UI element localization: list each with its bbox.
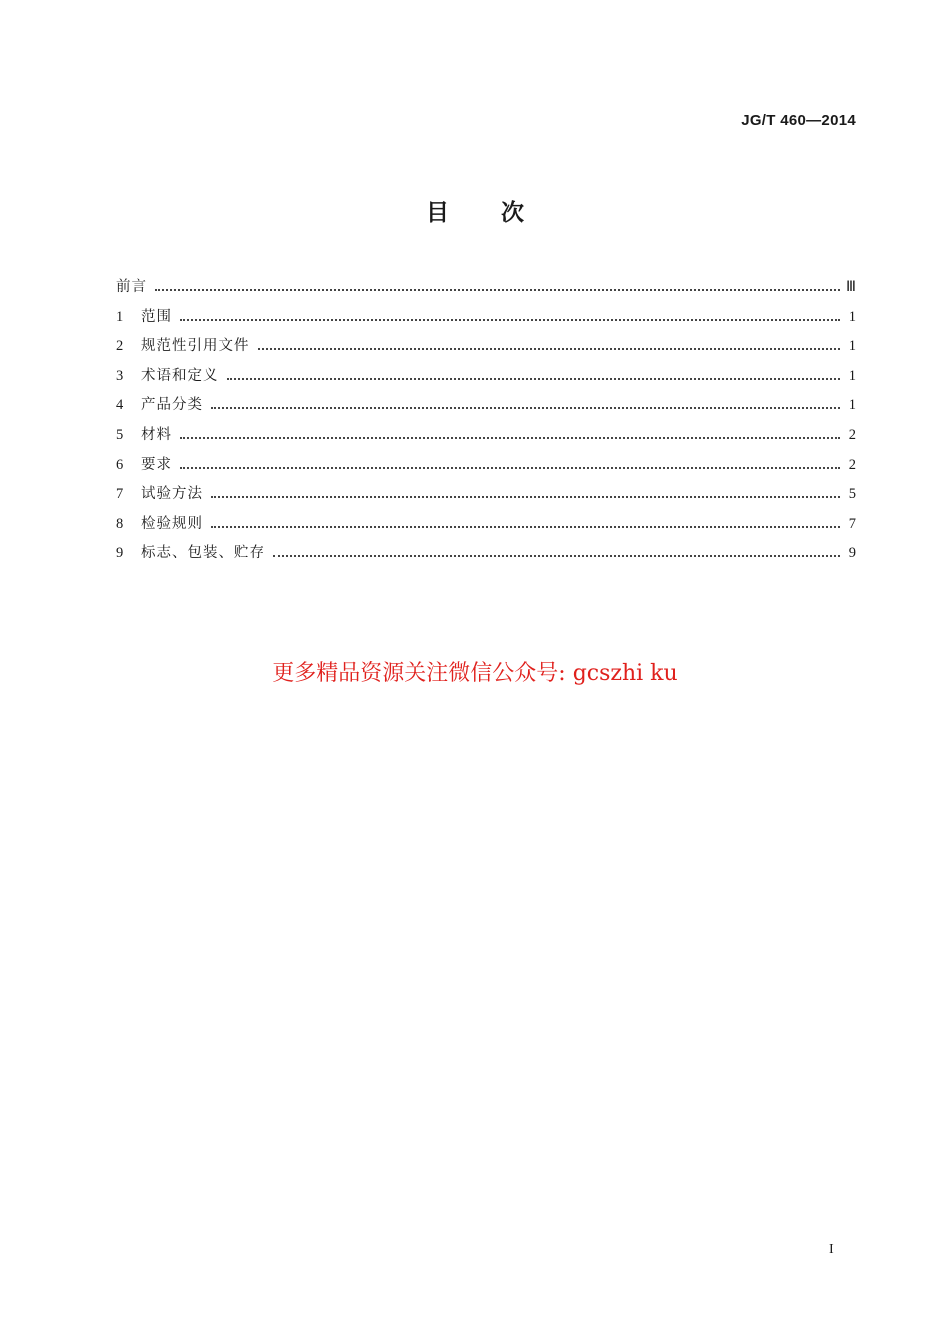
dot-leader: [211, 496, 840, 498]
toc-entry-label: 范围: [141, 308, 172, 325]
toc-entry-number: 3: [116, 367, 124, 384]
toc-entry-number: 7: [116, 486, 124, 503]
dot-leader: [211, 407, 840, 409]
dot-leader: [227, 378, 841, 380]
toc-entry-terms-definitions[interactable]: [116, 362, 856, 392]
toc-entry-number: 1: [116, 308, 124, 325]
dot-leader: [273, 555, 840, 557]
toc-entry-label: 要求: [141, 456, 172, 473]
toc-entry-page: 2: [848, 456, 856, 473]
toc-entry-inspection-rules[interactable]: [116, 510, 856, 540]
toc-entry-page: 1: [848, 397, 856, 414]
toc-entry-normative-references[interactable]: [116, 332, 856, 362]
toc-entry-label: 规范性引用文件: [141, 338, 250, 355]
toc-entry-product-classification[interactable]: [116, 391, 856, 421]
toc-entry-label: 检验规则: [141, 515, 203, 532]
toc-entry-page: 1: [848, 308, 856, 325]
table-of-contents: [116, 273, 856, 569]
toc-entry-page: 1: [848, 367, 856, 384]
dot-leader: [180, 319, 840, 321]
toc-entry-marking-packaging-storage[interactable]: [116, 539, 856, 569]
toc-entry-page: Ⅲ: [846, 279, 856, 295]
dot-leader: [211, 526, 840, 528]
toc-entry-materials[interactable]: [116, 421, 856, 451]
toc-entry-number: 9: [116, 545, 124, 562]
toc-entry-page: 1: [848, 338, 856, 355]
toc-title: 目次: [426, 200, 576, 226]
toc-entry-page: 5: [848, 486, 856, 503]
toc-entry-page: 2: [848, 426, 856, 443]
dot-leader: [258, 348, 841, 350]
toc-entry-number: 8: [116, 515, 124, 532]
toc-entry-test-methods[interactable]: [116, 480, 856, 510]
toc-entry-label: 试验方法: [141, 486, 203, 503]
toc-entry-label: 术语和定义: [141, 367, 219, 384]
toc-entry-page: 7: [848, 515, 856, 532]
toc-entry-label: 产品分类: [141, 397, 203, 414]
toc-entry-label: 标志、包装、贮存: [141, 545, 265, 562]
toc-entry-foreword[interactable]: [116, 273, 856, 303]
dot-leader: [180, 467, 840, 469]
dot-leader: [155, 289, 840, 291]
standard-code: JG/T 460—2014: [741, 112, 856, 129]
toc-entry-number: 5: [116, 426, 124, 443]
page-number: I: [829, 1242, 834, 1257]
dot-leader: [180, 437, 840, 439]
toc-entry-number: 6: [116, 456, 124, 473]
promo-watermark-text: 更多精品资源关注微信公众号: gcszhi ku: [272, 661, 678, 686]
toc-entry-scope[interactable]: [116, 303, 856, 333]
toc-entry-label: 前言: [116, 279, 147, 295]
toc-entry-page: 9: [848, 545, 856, 562]
toc-entry-requirements[interactable]: [116, 451, 856, 481]
toc-entry-number: 4: [116, 397, 124, 414]
toc-entry-label: 材料: [141, 426, 172, 443]
toc-entry-number: 2: [116, 338, 124, 355]
